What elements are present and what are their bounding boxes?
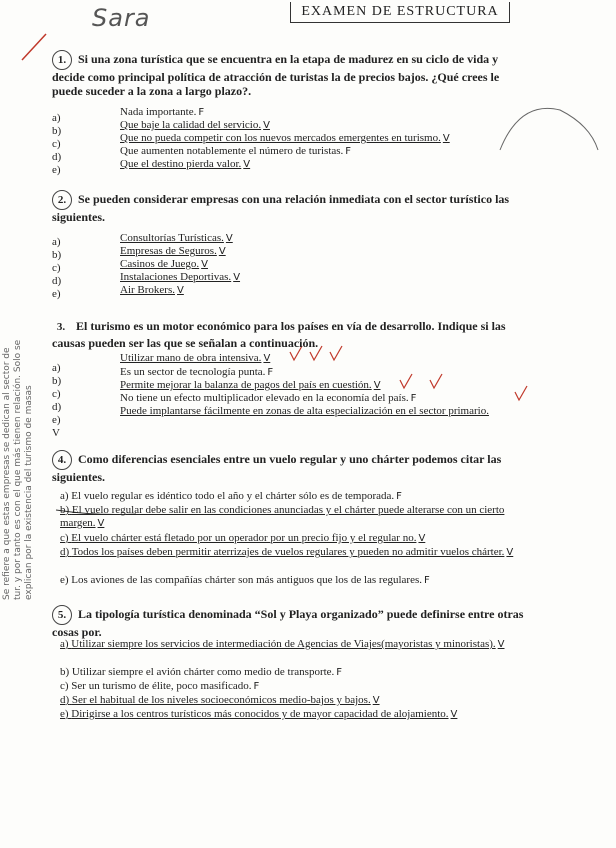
question-3-text: El turismo es un motor económico para los países en vía de desarrollo. Indique si las causas pueden ser las que se señalan a continuación. — [52, 319, 506, 350]
option-text: Los aviones de las compañías chárter son más antiguos que los de las regulares. — [71, 574, 422, 586]
q2-option-b — [120, 245, 226, 257]
q5-option-c — [60, 680, 520, 693]
answer-mark: F — [423, 575, 430, 586]
option-text: Casinos de Juego. — [120, 258, 200, 270]
question-4-text: Como diferencias esenciales entre un vuelo regular y uno chárter podemos citar las siguientes. — [52, 452, 502, 484]
letter: d) — [52, 401, 62, 413]
answer-mark: V — [225, 233, 233, 244]
answer-mark: F — [410, 393, 417, 404]
option-letter: b) — [60, 666, 70, 678]
q3-option-b — [120, 366, 273, 378]
q1-option-d — [120, 145, 351, 157]
q3-option-a — [120, 352, 270, 364]
option-text: Permite mejorar la balanza de pagos del país en cuestión. — [120, 379, 372, 391]
option-text: Air Brokers. — [120, 284, 175, 296]
answer-mark: V — [233, 272, 241, 283]
letter: V — [52, 427, 60, 439]
q4-option-d — [60, 546, 520, 559]
q3-option-e — [120, 405, 491, 417]
q1-option-a — [120, 106, 204, 118]
question-1 — [52, 50, 532, 98]
q1-option-c — [120, 132, 450, 144]
option-text: Dirigirse a los centros turísticos más conocidos y de mayor capacidad de alojamiento. — [71, 708, 449, 720]
option-text: Puede implantarse fácilmente en zonas de alta especialización en el sector primario. — [120, 405, 489, 417]
option-text: Empresas de Seguros. — [120, 245, 217, 257]
option-letter: a) — [60, 490, 69, 502]
letter: c) — [52, 262, 61, 274]
answer-mark: F — [345, 146, 352, 157]
q3-option-d — [120, 392, 416, 404]
letter: a) — [52, 112, 61, 124]
option-text: Que aumenten notablemente el número de turistas. — [120, 145, 344, 157]
option-text: Utilizar siempre los servicios de intermediación de Agencias de Viajes(mayoristas y minoristas). — [71, 638, 496, 650]
question-1-number: 1. — [52, 50, 72, 70]
q1-option-b — [120, 119, 270, 131]
answer-mark: V — [201, 259, 208, 270]
q4-option-c — [60, 532, 520, 545]
q2-option-c — [120, 258, 208, 270]
answer-mark: V — [373, 380, 381, 391]
option-letter: d) — [60, 694, 70, 706]
option-text: Nada importante. — [120, 106, 197, 118]
q5-option-a — [60, 638, 520, 651]
question-5 — [52, 605, 532, 639]
answer-mark: F — [253, 681, 260, 692]
option-letter: d) — [60, 546, 70, 558]
question-3-letters — [52, 362, 61, 440]
option-text: Que baje la calidad del servicio. — [120, 119, 262, 131]
q5-option-e — [60, 708, 520, 721]
q4-option-a — [60, 490, 450, 503]
letter: d) — [52, 275, 62, 287]
option-text: El vuelo chárter está fletado por un operador por un precio fijo y el regular no. — [71, 532, 417, 544]
option-text: Instalaciones Deportivas. — [120, 271, 232, 283]
answer-mark: V — [418, 533, 426, 544]
q1-option-e — [120, 158, 250, 170]
answer-mark: V — [442, 133, 450, 144]
letter: b) — [52, 249, 62, 261]
option-text: El vuelo regular debe salir en las condiciones anunciadas y el chárter puede alterarse con un cierto margen. — [60, 504, 505, 529]
option-text: Utilizar mano de obra intensiva. — [120, 352, 262, 364]
option-text: Ser un turismo de élite, poco masificado. — [71, 680, 252, 692]
question-1-text: Si una zona turística que se encuentra en la etapa de madurez en su ciclo de vida y decide como principal política de atracción de turistas la de precios bajos. ¿Qué crees le puede suceder a la zona a largo plazo?. — [52, 52, 500, 98]
question-1-letters — [52, 112, 61, 177]
option-text: No tiene un efecto multiplicador elevado en la economía del país. — [120, 392, 409, 404]
option-letter: a) — [60, 638, 69, 650]
option-letter: e) — [60, 574, 69, 586]
option-text: Ser el habitual de los niveles socioeconómicos medio-bajos y bajos. — [71, 694, 371, 706]
answer-mark: V — [218, 246, 226, 257]
question-3 — [52, 318, 532, 350]
letter: a) — [52, 362, 61, 374]
letter: b) — [52, 125, 62, 137]
q2-option-a — [120, 232, 233, 244]
answer-mark: V — [97, 518, 105, 529]
q4-option-e — [60, 574, 520, 587]
exam-title: EXAMEN DE ESTRUCTURA — [290, 2, 510, 23]
option-text: Es un sector de tecnología punta. — [120, 366, 266, 378]
answer-mark: V — [243, 159, 251, 170]
q3-option-c — [120, 379, 381, 391]
answer-mark: V — [497, 639, 505, 650]
option-letter: e) — [60, 708, 69, 720]
answer-mark: V — [506, 547, 514, 558]
option-letter: c) — [60, 680, 69, 692]
question-3-number: 3. — [56, 321, 66, 333]
answer-mark: V — [263, 120, 270, 131]
option-letter: b) — [60, 504, 70, 516]
letter: a) — [52, 236, 61, 248]
margin-note: Se refiere a que estas empresas se dedican al sector de tur. y por tanto es con el que más tienen relación. Solo se explican por la existencia del turismo de masas — [2, 339, 34, 600]
option-text: Consultorías Turísticas. — [120, 232, 224, 244]
question-2-letters — [52, 236, 61, 301]
question-5-number: 5. — [52, 605, 72, 625]
answer-mark: F — [396, 491, 402, 502]
answer-mark: V — [450, 709, 458, 720]
q2-option-d — [120, 271, 240, 283]
q2-option-e — [120, 284, 184, 296]
letter: e) — [52, 164, 61, 176]
answer-mark: F — [267, 367, 274, 378]
question-5-text: La tipología turística denominada “Sol y Playa organizado” puede definirse entre otras cosas por. — [52, 607, 524, 639]
q5-option-b — [60, 666, 520, 679]
option-text: Que no pueda competir con los nuevos mercados emergentes en turismo. — [120, 132, 441, 144]
letter: c) — [52, 138, 61, 150]
question-2-text: Se pueden considerar empresas con una relación inmediata con el sector turístico las siguientes. — [52, 192, 510, 224]
letter: c) — [52, 388, 61, 400]
letter: b) — [52, 375, 62, 387]
option-text: Utilizar siempre el avión chárter como medio de transporte. — [71, 666, 335, 678]
answer-mark: V — [263, 353, 271, 364]
option-text: El vuelo regular es idéntico todo el año y el chárter sólo es de temporada. — [71, 490, 395, 502]
q4-option-b — [60, 504, 520, 530]
q5-option-d — [60, 694, 520, 707]
option-text: Todos los países deben permitir aterrizajes de vuelos regulares y pueden no admitir vuelos chárter. — [71, 546, 505, 558]
answer-mark: V — [177, 285, 184, 296]
answer-mark: F — [198, 107, 205, 118]
option-letter: c) — [60, 532, 69, 544]
question-2 — [52, 190, 532, 224]
student-name: Sara — [92, 4, 151, 32]
letter: d) — [52, 151, 62, 163]
letter: e) — [52, 288, 61, 300]
question-4 — [52, 450, 532, 484]
option-text: Que el destino pierda valor. — [120, 158, 242, 170]
letter: e) — [52, 414, 61, 426]
answer-mark: V — [372, 695, 380, 706]
question-4-number: 4. — [52, 450, 72, 470]
answer-mark: F — [336, 667, 343, 678]
question-2-number: 2. — [52, 190, 72, 210]
